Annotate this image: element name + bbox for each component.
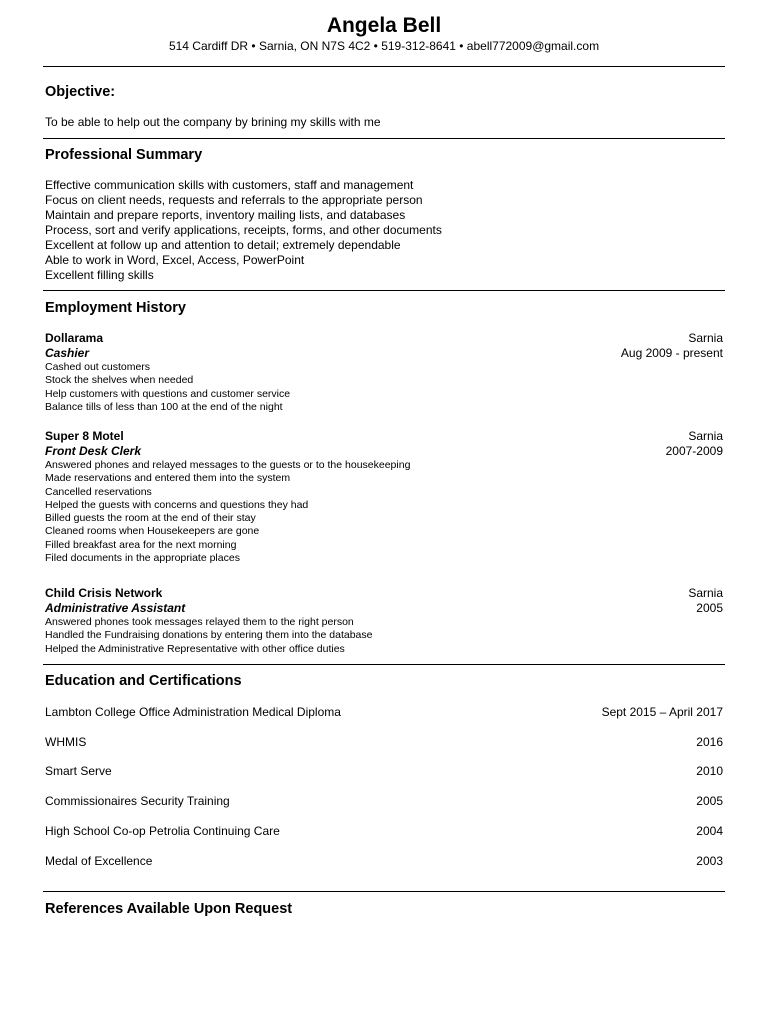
job-entry-child-crisis bbox=[45, 586, 723, 656]
summary-item: Focus on client needs, requests and referrals to the appropriate person bbox=[45, 193, 423, 207]
job-location: Sarnia bbox=[688, 429, 723, 443]
duty-item: Cashed out customers bbox=[45, 361, 151, 373]
divider bbox=[43, 66, 725, 67]
duty-item: Made reservations and entered them into the system bbox=[45, 472, 291, 485]
job-employer: Dollarama bbox=[45, 331, 104, 345]
education-name: Commissionaires Security Training bbox=[45, 794, 230, 808]
job-location: Sarnia bbox=[688, 331, 723, 345]
summary-item: Able to work in Word, Excel, Access, PowerPoint bbox=[45, 253, 305, 267]
education-name: Lambton College Office Administration Medical Diploma bbox=[45, 705, 341, 719]
education-date: Sept 2015 – April 2017 bbox=[601, 705, 723, 719]
job-location: Sarnia bbox=[688, 586, 723, 600]
education-name: WHMIS bbox=[45, 735, 87, 749]
summary-item: Effective communication skills with customers, staff and management bbox=[45, 178, 414, 192]
job-employer: Super 8 Motel bbox=[45, 429, 124, 443]
education-date: 2016 bbox=[696, 735, 723, 749]
education-name: High School Co-op Petrolia Continuing Care bbox=[45, 824, 280, 838]
job-duties bbox=[45, 459, 723, 565]
job-dates: 2007-2009 bbox=[665, 444, 723, 458]
education-name: Medal of Excellence bbox=[45, 854, 153, 868]
education-item bbox=[45, 823, 723, 839]
objective-heading: Objective: bbox=[45, 84, 116, 100]
education-item bbox=[45, 853, 723, 869]
objective-text: To be able to help out the company by brining my skills with me bbox=[45, 115, 381, 129]
education-item bbox=[45, 793, 723, 809]
duty-item: Stock the shelves when needed bbox=[45, 374, 194, 387]
summary-list bbox=[45, 178, 442, 283]
summary-item: Maintain and prepare reports, inventory mailing lists, and databases bbox=[45, 208, 406, 222]
duty-item: Answered phones took messages relayed them to the right person bbox=[45, 616, 354, 628]
divider bbox=[43, 891, 725, 892]
job-title: Administrative Assistant bbox=[45, 601, 186, 615]
duty-item: Balance tills of less than 100 at the end of the night bbox=[45, 400, 283, 413]
education-name: Smart Serve bbox=[45, 764, 112, 778]
duty-item: Helped the guests with concerns and questions they had bbox=[45, 498, 309, 511]
education-item bbox=[45, 704, 723, 720]
divider bbox=[43, 290, 725, 291]
duty-item: Handled the Fundraising donations by entering them into the database bbox=[45, 629, 373, 642]
duty-item: Billed guests the room at the end of their stay bbox=[45, 512, 256, 525]
summary-item: Process, sort and verify applications, receipts, forms, and other documents bbox=[45, 223, 442, 237]
job-duties bbox=[45, 361, 723, 414]
duty-item: Filled breakfast area for the next morning bbox=[45, 538, 237, 551]
education-item bbox=[45, 763, 723, 779]
job-employer: Child Crisis Network bbox=[45, 586, 163, 600]
divider bbox=[43, 138, 725, 139]
job-duties bbox=[45, 616, 723, 656]
job-entry-super8 bbox=[45, 429, 723, 565]
duty-item: Help customers with questions and customer service bbox=[45, 387, 291, 400]
divider bbox=[43, 664, 725, 665]
employment-heading: Employment History bbox=[45, 300, 186, 316]
job-entry-dollarama bbox=[45, 331, 723, 414]
duty-item: Helped the Administrative Representative with other office duties bbox=[45, 642, 345, 655]
job-dates: Aug 2009 - present bbox=[620, 346, 723, 360]
summary-heading: Professional Summary bbox=[45, 147, 203, 163]
education-date: 2010 bbox=[696, 764, 723, 778]
duty-item: Cancelled reservations bbox=[45, 485, 152, 498]
education-item bbox=[45, 734, 723, 750]
resume-name: Angela Bell bbox=[326, 14, 442, 37]
duty-item: Filed documents in the appropriate places bbox=[45, 552, 240, 565]
contact-line: 514 Cardiff DR • Sarnia, ON N7S 4C2 • 519-312-8641 • abell772009@gmail.com bbox=[168, 39, 600, 53]
duty-item: Answered phones and relayed messages to the guests or to the housekeeping bbox=[45, 459, 411, 471]
job-title: Cashier bbox=[45, 346, 90, 360]
job-dates: 2005 bbox=[696, 601, 723, 615]
summary-item: Excellent filling skills bbox=[45, 268, 154, 282]
duty-item: Cleaned rooms when Housekeepers are gone bbox=[45, 525, 260, 538]
summary-item: Excellent at follow up and attention to detail; extremely dependable bbox=[45, 238, 401, 252]
job-title: Front Desk Clerk bbox=[45, 444, 142, 458]
education-heading: Education and Certifications bbox=[45, 673, 242, 689]
education-date: 2005 bbox=[696, 794, 723, 808]
references-heading: References Available Upon Request bbox=[45, 901, 293, 917]
education-date: 2003 bbox=[696, 854, 723, 868]
education-date: 2004 bbox=[696, 824, 723, 838]
